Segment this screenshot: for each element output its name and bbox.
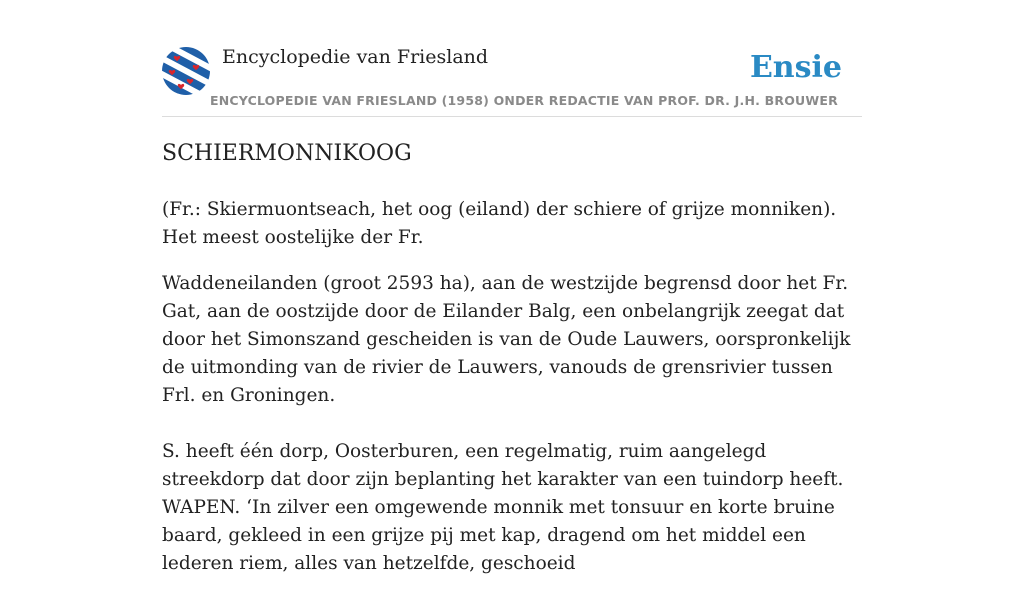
site-subtitle: ENCYCLOPEDIE VAN FRIESLAND (1958) ONDER REDACTIE VAN PROF. DR. J.H. BROUWER [210,93,838,108]
ensie-logo-link[interactable]: Ensie [749,50,842,85]
article [162,136,862,596]
article-paragraph: Waddeneilanden (groot 2593 ha), aan de westzijde begrensd door het Fr. Gat, aan de oostzijde door de Eilander Balg, een onbelangrijk zeegat dat door het Simonszand gescheiden is van de Oude Lauwers, oorspronkelijk de uitmonding van de rivier de Lauwers, vanouds de grensrivier tussen Frl. en Groningen. [162,273,851,406]
article-title: SCHIERMONNIKOOG [162,141,412,166]
article-paragraph: S. heeft één dorp, Oosterburen, een regelmatig, ruim aangelegd streekdorp dat door zijn beplanting het karakter van een tuindorp heeft. WAPEN. ‘In zilver een omgewende monnik met tonsuur en korte bruine baard, gekleed in een grijze pij met kap, dragend om het middel een lederen riem, alles van hetzelfde, geschoeid [162,441,844,574]
site-title[interactable]: Encyclopedie van Friesland [222,46,489,68]
frisian-flag-icon[interactable] [162,47,210,95]
article-paragraph: (Fr.: Skiermuontseach, het oog (eiland) der schiere of grijze monniken). Het meest oostelijke der Fr. [162,199,837,248]
site-header [162,40,862,117]
